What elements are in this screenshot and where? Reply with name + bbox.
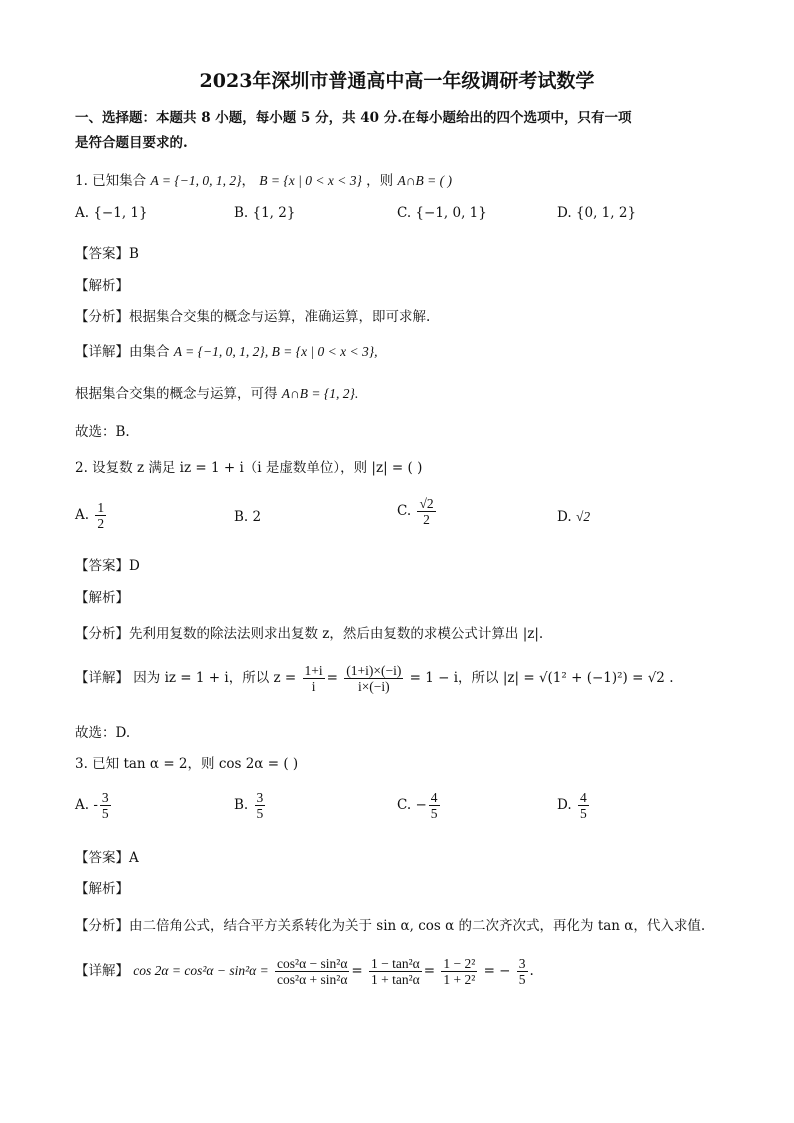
- q1-xiangjie: [75, 340, 378, 360]
- q3-analysis-label: 【解析】: [75, 881, 129, 897]
- q3-option-a-fraction: [100, 790, 111, 821]
- q2-option-c: [397, 496, 438, 527]
- fraction-denominator: 1 + 2²: [443, 972, 476, 987]
- fraction-numerator: 3: [256, 790, 264, 805]
- q3-option-b-letter: B.: [234, 797, 249, 813]
- q2-option-d: [557, 509, 590, 525]
- answer-label: 【答案】: [75, 246, 129, 262]
- fraction-denominator: 2: [97, 516, 105, 531]
- q3-option-d-letter: D.: [557, 797, 572, 813]
- fraction-denominator: cos²α + sin²α: [277, 972, 348, 987]
- q2-stem: 2. 设复数 z 满足 iz = 1 + i（i 是虚数单位），则 |z| = ( ): [75, 460, 423, 476]
- xiangjie-label: 【详解】: [75, 670, 129, 686]
- fraction-denominator: 5: [256, 806, 264, 821]
- q1-xiangjie-text: 由集合: [129, 344, 170, 360]
- q1-analysis-label: 【解析】: [75, 278, 129, 294]
- q3-xiangjie: 【详解】 cos 2α = cos²α − sin²α = $\frac{\text{cos²α − sin²α}}{\text{cos²α + sin²α}}$ = $\frac{\text{1 − tan²α}}{\text{1 + tan²α}}$ = $\frac{\text{1 − 2²}}{\text{1 + 2²}}$ = − $\frac{3}{5}$ .: [75, 956, 534, 987]
- q3-answer-value: A: [129, 850, 139, 866]
- q1-fenxi: [75, 305, 430, 325]
- fraction-numerator: 1: [97, 500, 105, 515]
- q2-option-a-fraction: [95, 500, 106, 531]
- q2-analysis-label: 【解析】: [75, 590, 129, 606]
- fraction-denominator: 5: [518, 972, 526, 987]
- q3-result-fraction: [517, 956, 528, 987]
- fraction-denominator: 5: [101, 806, 109, 821]
- fraction-numerator: 3: [518, 956, 526, 971]
- q3-option-c-sign: −: [415, 797, 427, 813]
- q3-option-a-sign: -: [93, 797, 98, 813]
- q2-fenxi: [75, 622, 543, 642]
- xiangjie-label: 【详解】: [75, 963, 129, 979]
- fraction-numerator: 4: [579, 790, 587, 805]
- q2-option-a: [75, 500, 108, 531]
- fenxi-label: 【分析】: [75, 918, 129, 934]
- q1-conclusion: 故选：B.: [75, 424, 130, 440]
- fraction-denominator: i×(−i): [357, 679, 390, 694]
- xiangjie-label: 【详解】: [75, 344, 129, 360]
- fraction-numerator: 3: [101, 790, 109, 805]
- fraction-denominator: 1 + tan²α: [371, 972, 420, 987]
- fraction-numerator: 1+i: [304, 663, 323, 678]
- q1-option-a: A. {−1, 1}: [75, 205, 148, 221]
- q1-set-a: A = {−1, 0, 1, 2}: [150, 173, 242, 188]
- q1-stem: 1. 已知集合 A = {−1, 0, 1, 2}， B = {x | 0 < x < 3} ，则 A∩B = ( ): [75, 173, 452, 189]
- q2-fenxi-text: 先利用复数的除法法则求出复数 z，然后由复数的求模公式计算出 |z|.: [129, 626, 544, 642]
- q1-line2-math: A∩B = {1, 2}.: [281, 386, 359, 401]
- q3-result-sign: = −: [483, 963, 511, 979]
- q1-answer: [75, 242, 139, 262]
- q3-fraction-3: [441, 956, 477, 987]
- q2-option-c-letter: C.: [397, 503, 412, 519]
- q2-xiangjie-part1: 因为 iz = 1 + i，所以 z =: [133, 670, 297, 686]
- q1-answer-value: B: [129, 246, 139, 262]
- q1-option-c: C. {−1, 0, 1}: [397, 205, 487, 221]
- q1-xiangjie-math: A = {−1, 0, 1, 2}, B = {x | 0 < x < 3},: [173, 344, 378, 359]
- answer-label: 【答案】: [75, 850, 129, 866]
- q3-option-b: [234, 790, 267, 821]
- q1-line2-text: 根据集合交集的概念与运算，可得: [75, 386, 278, 402]
- q1-option-b: B. {1, 2}: [234, 205, 296, 221]
- q3-option-d-fraction: [578, 790, 589, 821]
- fraction-numerator: 1 − 2²: [443, 956, 476, 971]
- fraction-denominator: 2: [423, 512, 430, 527]
- q2-conclusion: 故选：D.: [75, 725, 131, 741]
- q2-xiangjie-part2: = 1 − i，所以 |z| = √(1² + (−1)²) = √2 .: [409, 670, 674, 686]
- fenxi-label: 【分析】: [75, 309, 129, 325]
- q1-stem-suffix: ，则: [366, 173, 394, 189]
- q3-option-c-letter: C.: [397, 797, 412, 813]
- q3-option-b-fraction: [255, 790, 266, 821]
- fraction-denominator: 5: [579, 806, 587, 821]
- q2-option-c-fraction: [417, 496, 435, 527]
- q3-stem: 3. 已知 tan α = 2，则 cos 2α = ( ): [75, 756, 299, 772]
- q3-fraction-2: [369, 956, 422, 987]
- fraction-denominator: i: [311, 679, 316, 694]
- q2-option-d-letter: D.: [557, 509, 572, 525]
- q3-xiangjie-lead: cos 2α = cos²α − sin²α =: [133, 963, 269, 978]
- q2-option-b: B. 2: [234, 509, 262, 525]
- answer-label: 【答案】: [75, 558, 129, 574]
- q3-option-a: [75, 790, 113, 821]
- fraction-numerator: cos²α − sin²α: [277, 956, 348, 971]
- fraction-numerator: √2: [419, 496, 434, 511]
- fenxi-label: 【分析】: [75, 626, 129, 642]
- page-title: 2023年深圳市普通高中高一年级调研考试数学: [199, 70, 595, 92]
- q1-expr: A∩B = ( ): [397, 173, 452, 188]
- q1-stem-prefix: 1. 已知集合: [75, 173, 147, 189]
- q2-option-a-letter: A.: [75, 507, 90, 523]
- q2-answer-value: D: [129, 558, 140, 574]
- fraction-numerator: (1+i)×(−i): [346, 663, 402, 678]
- q2-fraction-1: [303, 663, 325, 694]
- q3-option-c: [397, 790, 442, 821]
- q3-fraction-1: [275, 956, 349, 987]
- q2-xiangjie: 【详解】 因为 iz = 1 + i，所以 z = $\frac{1+i}{i}$ = $\frac{(1+i)\times(-i)}{i\times(-i)}$ = 1 − i，所以 |z| = √(1² + (−1)²) = √2 .: [75, 663, 674, 694]
- section-heading-line1: 一、选择题：本题共 8 小题，每小题 5 分，共 40 分.在每小题给出的四个选项中，只有一项: [75, 110, 632, 126]
- fraction-numerator: 4: [430, 790, 438, 805]
- q1-fenxi-text: 根据集合交集的概念与运算，准确运算，即可求解.: [129, 309, 431, 325]
- q2-answer: [75, 554, 140, 574]
- fraction-numerator: 1 − tan²α: [371, 956, 420, 971]
- q1-xiangjie-line2: [75, 382, 358, 402]
- fraction-denominator: 5: [430, 806, 438, 821]
- section-heading-line2: 是符合题目要求的.: [75, 135, 188, 151]
- q3-fenxi-text: 由二倍角公式，结合平方关系转化为关于 sin α, cos α 的二次齐次式，再化为 tan α，代入求值.: [129, 918, 706, 934]
- q1-option-d: D. {0, 1, 2}: [557, 205, 637, 221]
- q3-option-d: [557, 790, 591, 821]
- q3-option-a-letter: A.: [75, 797, 90, 813]
- q3-option-c-fraction: [429, 790, 440, 821]
- q2-option-d-value: √2: [575, 509, 591, 524]
- q3-answer: [75, 846, 139, 866]
- q2-fraction-2: [344, 663, 403, 694]
- q1-set-b: B = {x | 0 < x < 3}: [259, 173, 362, 188]
- q3-fenxi: [75, 914, 705, 934]
